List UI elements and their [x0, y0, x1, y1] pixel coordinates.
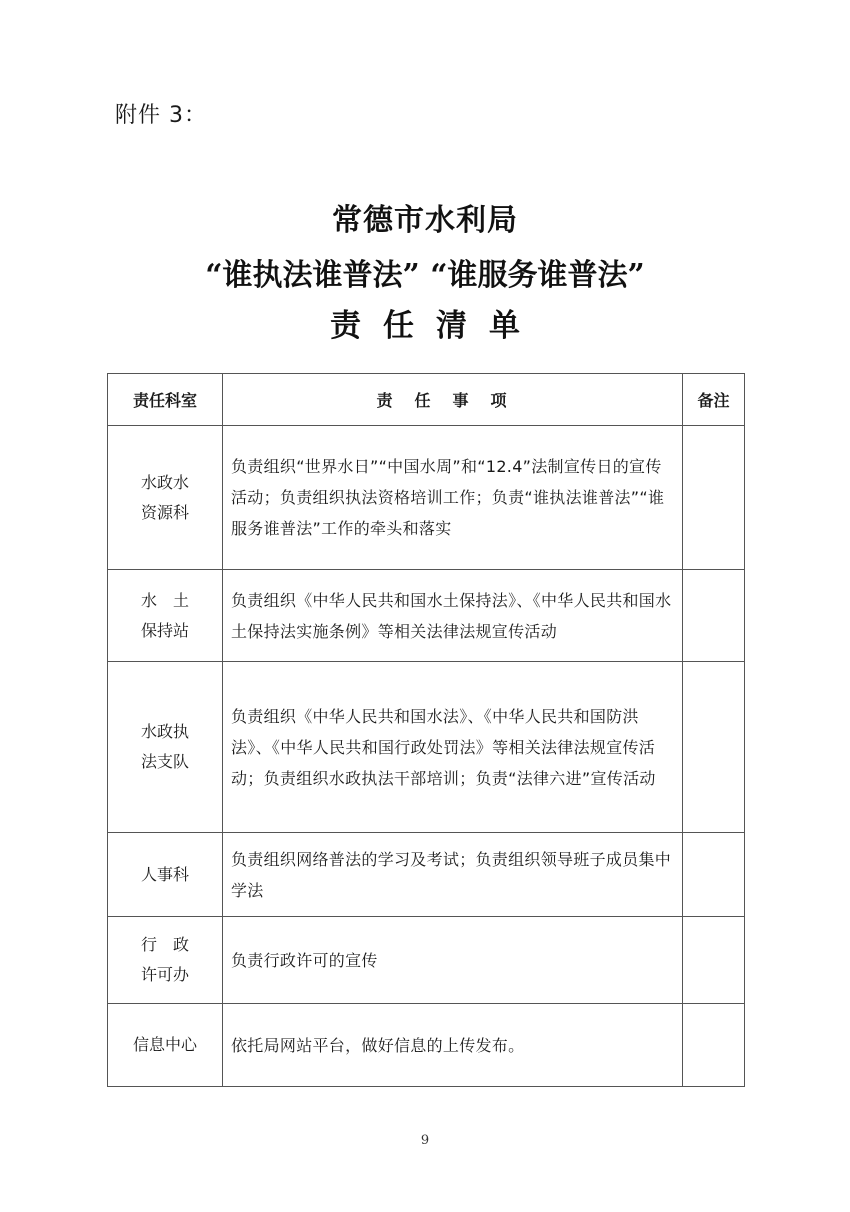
- document-title-line-1: 常德市水利局: [332, 203, 518, 238]
- table-row: [108, 917, 745, 1004]
- note-cell: [683, 662, 745, 833]
- duty-cell: 负责行政许可的宣传: [223, 917, 683, 1004]
- page-number: 9: [420, 1133, 430, 1148]
- note-cell: [683, 1004, 745, 1087]
- department-name-line: 保持站: [140, 620, 189, 640]
- table-row: [108, 570, 745, 662]
- table-header-row: [108, 374, 745, 426]
- department-name-line: 人事科: [140, 864, 189, 884]
- table-row: [108, 662, 745, 833]
- department-name-line: 许可办: [140, 965, 189, 984]
- attachment-label: 附件 3：: [115, 103, 207, 128]
- department-cell: [108, 426, 223, 570]
- department-name-line: 水政水: [140, 472, 189, 492]
- table-row: [108, 833, 745, 917]
- department-cell: [108, 570, 223, 662]
- document-title-line-3: 责任清单: [330, 308, 542, 344]
- responsibility-table: [107, 373, 745, 1087]
- header-department: 责任科室: [108, 374, 223, 426]
- table-row: [108, 1004, 745, 1087]
- note-cell: [683, 917, 745, 1004]
- department-name-line: 水 土: [140, 590, 189, 610]
- duty-cell: 负责组织“世界水日”“中国水周”和“12.4”法制宣传日的宣传活动；负责组织执法资格培训工作；负责“谁执法谁普法”“谁服务谁普法”工作的牵头和落实: [223, 426, 683, 570]
- department-name-line: 行 政: [140, 935, 189, 954]
- department-name-line: 信息中心: [132, 1035, 197, 1054]
- department-cell: [108, 833, 223, 917]
- department-cell: [108, 662, 223, 833]
- note-cell: [683, 833, 745, 917]
- note-cell: [683, 426, 745, 570]
- duty-cell: 负责组织《中华人民共和国水法》、《中华人民共和国防洪法》、《中华人民共和国行政处罚法》等相关法律法规宣传活动；负责组织水政执法干部培训；负责“法律六进”宣传活动: [223, 662, 683, 833]
- table-row: [108, 426, 745, 570]
- duty-cell: 依托局网站平台，做好信息的上传发布。: [223, 1004, 683, 1087]
- duty-cell: 负责组织网络普法的学习及考试；负责组织领导班子成员集中学法: [223, 833, 683, 917]
- department-name-line: 水政执: [140, 722, 189, 741]
- header-duties: 责任事项: [223, 374, 683, 426]
- department-name-line: 资源科: [140, 502, 189, 522]
- note-cell: [683, 570, 745, 662]
- department-cell: [108, 917, 223, 1004]
- department-name-line: 法支队: [140, 752, 189, 771]
- duty-cell: 负责组织《中华人民共和国水土保持法》、《中华人民共和国水土保持法实施条例》等相关法律法规宣传活动: [223, 570, 683, 662]
- header-notes: 备注: [683, 374, 745, 426]
- document-title-line-2: “谁执法谁普法” “谁服务谁普法”: [205, 258, 645, 293]
- department-cell: [108, 1004, 223, 1087]
